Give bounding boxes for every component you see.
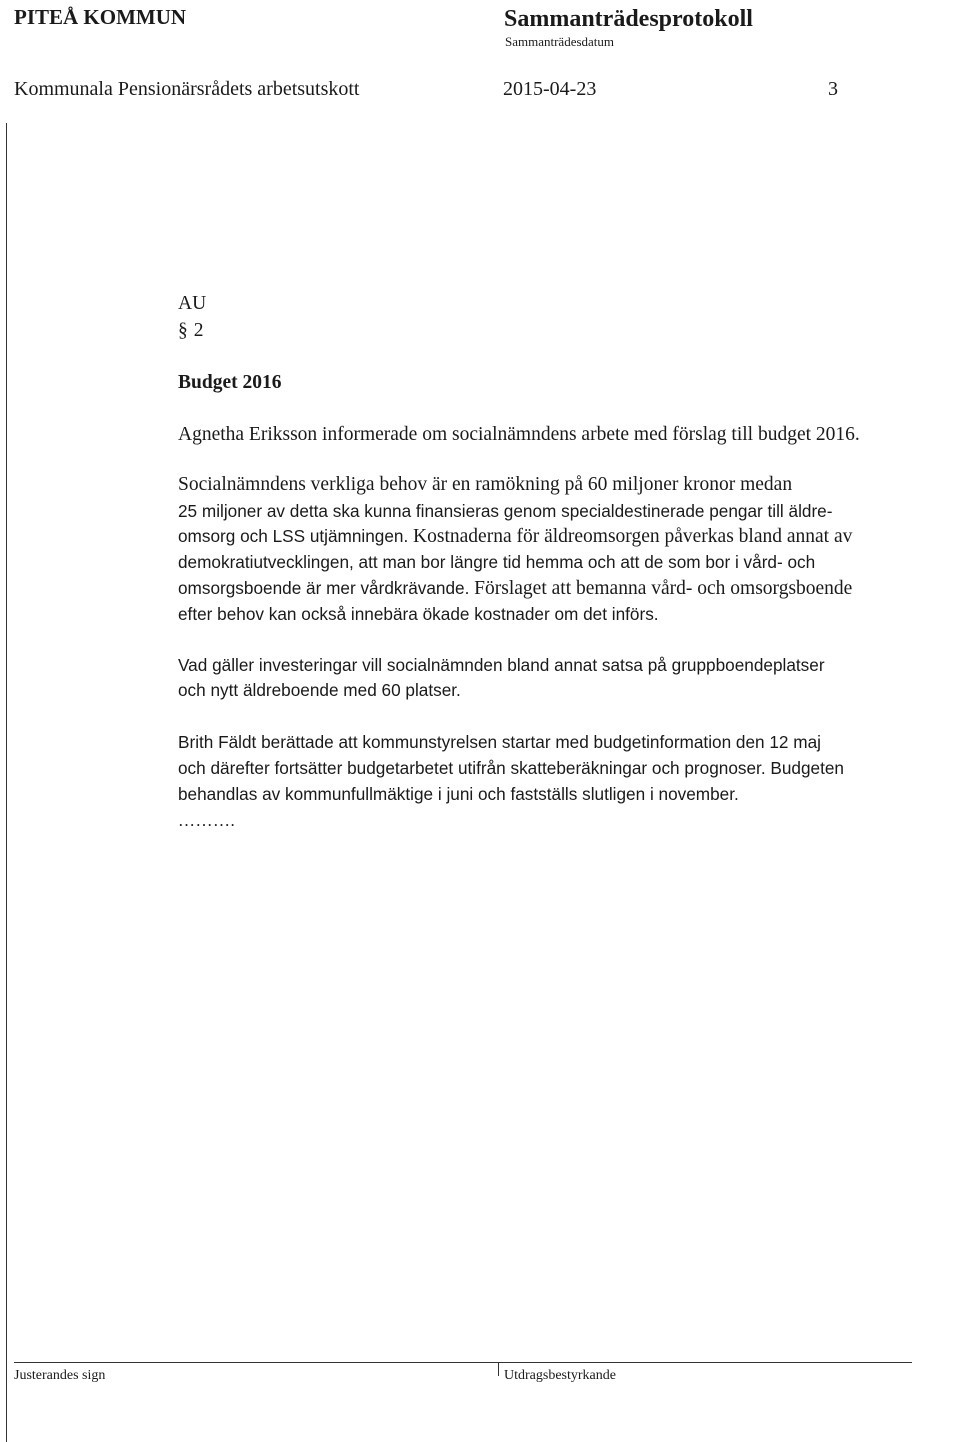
paragraph-line: och nytt äldreboende med 60 platser. bbox=[178, 680, 461, 700]
paragraph-segment: omsorg och LSS utjämningen. bbox=[178, 526, 409, 546]
section-sign: § bbox=[178, 320, 188, 341]
paragraph-line bbox=[178, 523, 852, 550]
paragraph-line: Socialnämndens verkliga behov är en ramökning på 60 miljoner kronor medan bbox=[178, 474, 793, 495]
continuation-ellipsis: ………. bbox=[178, 811, 236, 830]
paragraph-line: behandlas av kommunfullmäktige i juni och fastställs slutligen i november. bbox=[178, 784, 739, 804]
extract-certification-label: Utdragsbestyrkande bbox=[504, 1368, 616, 1383]
left-margin-rule bbox=[6, 123, 7, 1442]
intro-paragraph: Agnetha Eriksson informerade om socialnämndens arbete med förslag till budget 2016. bbox=[178, 424, 860, 445]
paragraph-line: efter behov kan också innebära ökade kostnader om det införs. bbox=[178, 604, 659, 624]
section-number-value: 2 bbox=[193, 320, 204, 341]
paragraph-line bbox=[178, 575, 852, 602]
body-code: AU bbox=[178, 293, 207, 314]
footer-rule bbox=[14, 1362, 912, 1363]
section-number bbox=[178, 318, 204, 344]
paragraph-segment: Kostnaderna för äldreomsorgen påverkas bland annat av bbox=[413, 526, 853, 547]
committee-name: Kommunala Pensionärsrådets arbetsutskott bbox=[14, 78, 360, 100]
paragraph-line: 25 miljoner av detta ska kunna finansieras genom specialdestinerade pengar till äldre- bbox=[178, 501, 833, 521]
footer-divider-tick bbox=[498, 1362, 499, 1376]
meeting-date: 2015-04-23 bbox=[503, 78, 597, 100]
paragraph-segment: omsorgsboende är mer vårdkrävande. bbox=[178, 578, 470, 598]
paragraph-line: Brith Fäldt berättade att kommunstyrelsen startar med budgetinformation den 12 maj bbox=[178, 732, 821, 752]
document-type: Sammanträdesprotokoll bbox=[504, 6, 753, 32]
paragraph-line: och därefter fortsätter budgetarbetet utifrån skatteberäkningar och prognoser. Budgeten bbox=[178, 758, 844, 778]
adjuster-signature-label: Justerandes sign bbox=[14, 1368, 106, 1383]
paragraph-line: demokratiutvecklingen, att man bor längre tid hemma och att de som bor i vård- och bbox=[178, 552, 816, 572]
section-title: Budget 2016 bbox=[178, 372, 282, 393]
paragraph-segment: Förslaget att bemanna vård- och omsorgsboende bbox=[474, 578, 853, 599]
paragraph-line: Vad gäller investeringar vill socialnämnden bland annat satsa på gruppboendeplatser bbox=[178, 655, 825, 675]
meeting-date-label: Sammanträdesdatum bbox=[505, 34, 615, 49]
page-number: 3 bbox=[828, 78, 838, 100]
organization-name: PITEÅ KOMMUN bbox=[14, 5, 187, 29]
